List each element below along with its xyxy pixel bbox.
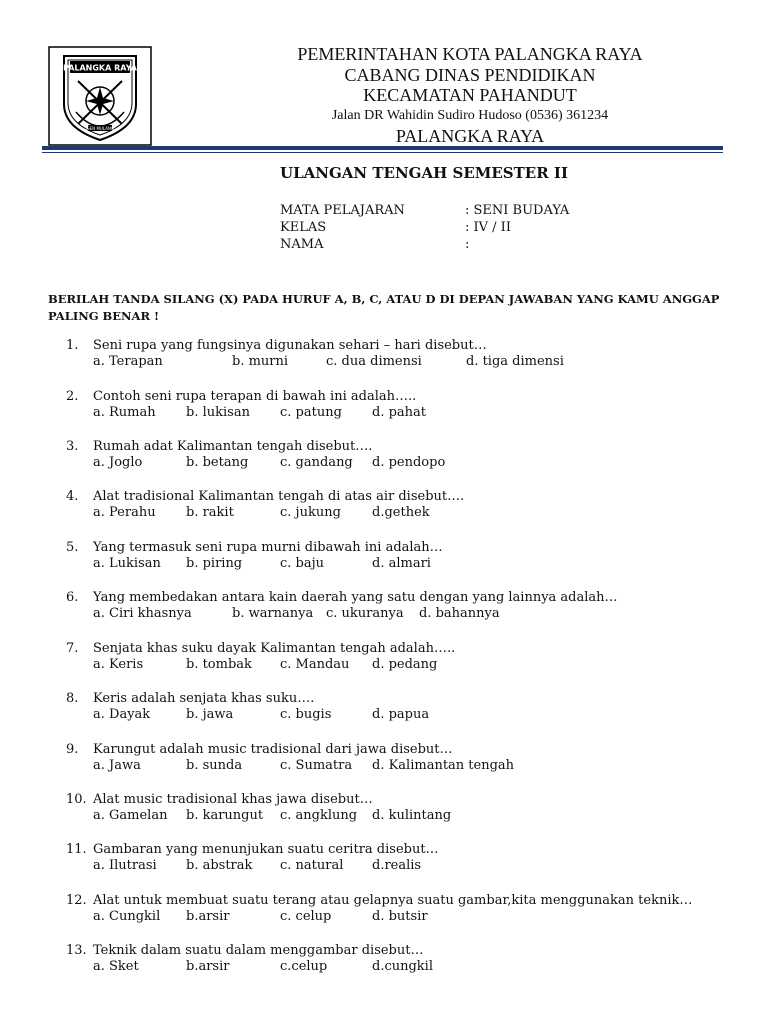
letterhead-line-2: CABANG DINAS PENDIDIKAN	[344, 65, 596, 85]
answer-option[interactable]: b. warnanya	[232, 606, 314, 621]
answer-option[interactable]: a. Joglo	[93, 455, 143, 470]
answer-option[interactable]: b.arsir	[186, 909, 230, 924]
answer-option[interactable]: a. Gamelan	[93, 808, 168, 823]
answer-option[interactable]: b. rakit	[186, 505, 234, 520]
identity-value: : IV / II	[465, 220, 511, 235]
answer-option[interactable]: c. celup	[280, 909, 332, 924]
answer-option[interactable]: d. tiga dimensi	[466, 354, 564, 369]
letterhead-address: Jalan DR Wahidin Sudiro Hudoso (0536) 361234	[331, 108, 609, 123]
answer-option[interactable]: c. baju	[280, 556, 325, 571]
answer-option[interactable]: b. abstrak	[186, 858, 253, 873]
question-text: Alat tradisional Kalimantan tengah di atas air disebut….	[93, 489, 465, 504]
answer-option[interactable]: c. Mandau	[280, 657, 350, 672]
question-number: 9.	[66, 742, 79, 757]
answer-option[interactable]: c. angklung	[280, 808, 358, 823]
identity-label: NAMA	[280, 237, 324, 252]
answer-option[interactable]: d. kulintang	[372, 808, 452, 823]
question-text: Teknik dalam suatu dalam menggambar disebut…	[93, 943, 424, 958]
answer-option[interactable]: d.realis	[372, 858, 422, 873]
answer-option[interactable]: c. bugis	[280, 707, 332, 722]
answer-option[interactable]: b. betang	[186, 455, 249, 470]
answer-option[interactable]: a. Terapan	[93, 354, 163, 369]
answer-option[interactable]: a. Ciri khasnya	[93, 606, 192, 621]
answer-option[interactable]: d. Kalimantan tengah	[372, 758, 515, 773]
answer-option[interactable]: b.arsir	[186, 959, 230, 974]
question-text: Karungut adalah music tradisional dari jawa disebut…	[93, 742, 453, 757]
header-divider-thin	[42, 152, 723, 153]
answer-option[interactable]: a. Keris	[93, 657, 144, 672]
question-text: Alat untuk membuat suatu terang atau gelapnya suatu gambar,kita menggunakan teknik…	[93, 893, 693, 908]
question-text: Senjata khas suku dayak Kalimantan tengah adalah…..	[93, 641, 456, 656]
question-text: Contoh seni rupa terapan di bawah ini adalah…..	[93, 389, 417, 404]
answer-option[interactable]: b. piring	[186, 556, 243, 571]
question-text: Rumah adat Kalimantan tengah disebut….	[93, 439, 373, 454]
answer-option[interactable]: b. lukisan	[186, 405, 250, 420]
identity-label: MATA PELAJARAN	[280, 203, 405, 218]
question-text: Gambaran yang menunjukan suatu ceritra disebut…	[93, 842, 439, 857]
answer-option[interactable]: a. Sket	[93, 959, 139, 974]
question-number: 3.	[66, 439, 79, 454]
answer-option[interactable]: d.gethek	[372, 505, 430, 520]
answer-option[interactable]: d. pendopo	[372, 455, 446, 470]
answer-option[interactable]: a. Dayak	[93, 707, 151, 722]
letterhead-line-1: PEMERINTAHAN KOTA PALANGKA RAYA	[297, 44, 643, 64]
question-text: Yang membedakan antara kain daerah yang satu dengan yang lainnya adalah…	[93, 590, 618, 605]
question-number: 11.	[66, 842, 87, 857]
exam-title: ULANGAN TENGAH SEMESTER II	[280, 164, 568, 182]
question-text: Keris adalah senjata khas suku….	[93, 691, 315, 706]
question-number: 4.	[66, 489, 79, 504]
identity-value: : SENI BUDAYA	[465, 203, 570, 218]
letterhead-line-3: KECAMATAN PAHANDUT	[363, 85, 577, 105]
letterhead-city: PALANGKA RAYA	[395, 126, 545, 146]
question-number: 6.	[66, 590, 79, 605]
header-divider-thick	[42, 146, 723, 150]
answer-option[interactable]: b. karungut	[186, 808, 264, 823]
question-number: 12.	[66, 893, 87, 908]
answer-option[interactable]: d.cungkil	[372, 959, 433, 974]
question-number: 13.	[66, 943, 87, 958]
answer-option[interactable]: a. Perahu	[93, 505, 156, 520]
answer-option[interactable]: a. Cungkil	[93, 909, 161, 924]
emblem-top-text: PALANGKA RAYA	[63, 63, 137, 73]
answer-option[interactable]: d. pahat	[372, 405, 427, 420]
question-number: 7.	[66, 641, 79, 656]
question-number: 1.	[66, 338, 79, 353]
answer-option[interactable]: c. gandang	[280, 455, 353, 470]
identity-label: KELAS	[280, 220, 327, 235]
question-number: 10.	[66, 792, 87, 807]
answer-option[interactable]: c. jukung	[280, 505, 341, 520]
answer-option[interactable]: c. patung	[280, 405, 342, 420]
question-text: Yang termasuk seni rupa murni dibawah ini adalah…	[93, 540, 443, 555]
answer-option[interactable]: c. Sumatra	[280, 758, 353, 773]
question-number: 5.	[66, 540, 79, 555]
answer-option[interactable]: c. natural	[280, 858, 344, 873]
answer-option[interactable]: a. Ilutrasi	[93, 858, 157, 873]
answer-option[interactable]: b. sunda	[186, 758, 243, 773]
question-number: 8.	[66, 691, 79, 706]
emblem-bottom-text: ISEN MULANG	[85, 126, 115, 131]
question-text: Seni rupa yang fungsinya digunakan sehari – hari disebut…	[93, 338, 487, 353]
answer-option[interactable]: d. almari	[372, 556, 431, 571]
answer-option[interactable]: c. dua dimensi	[326, 354, 422, 369]
answer-option[interactable]: b. murni	[232, 354, 289, 369]
answer-option[interactable]: a. Lukisan	[93, 556, 161, 571]
answer-option[interactable]: b. jawa	[186, 707, 234, 722]
identity-value: :	[465, 237, 470, 252]
question-text: Alat music tradisional khas jawa disebut…	[93, 792, 373, 807]
answer-option[interactable]: d. bahannya	[419, 606, 500, 621]
answer-option[interactable]: c. ukuranya	[326, 606, 404, 621]
answer-option[interactable]: d. pedang	[372, 657, 438, 672]
answer-option[interactable]: a. Rumah	[93, 405, 156, 420]
city-emblem	[48, 46, 152, 146]
answer-option[interactable]: d. butsir	[372, 909, 428, 924]
answer-option[interactable]: b. tombak	[186, 657, 252, 672]
answer-option[interactable]: a. Jawa	[93, 758, 141, 773]
answer-option[interactable]: d. papua	[372, 707, 430, 722]
instruction-text: BERILAH TANDA SILANG (X) PADA HURUF A, B, C, ATAU D DI DEPAN JAWABAN YANG KAMU ANGGAP PALING BENAR !	[48, 292, 720, 323]
answer-option[interactable]: c.celup	[280, 959, 328, 974]
question-number: 2.	[66, 389, 79, 404]
